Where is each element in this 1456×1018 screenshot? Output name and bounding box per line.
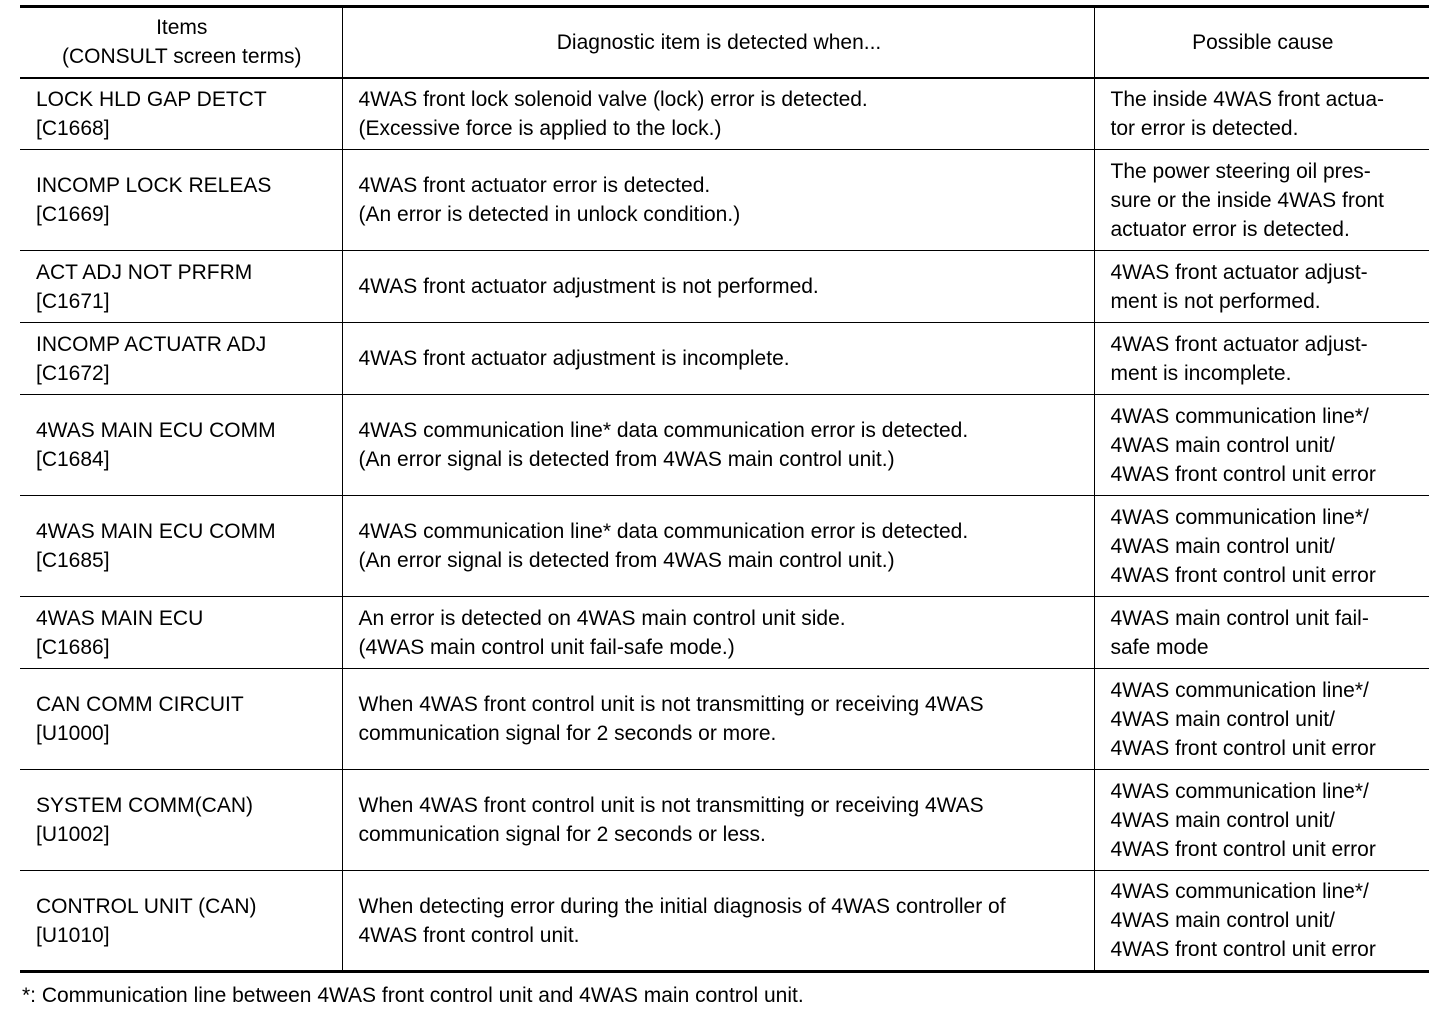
item-cell-line: CONTROL UNIT (CAN) bbox=[36, 894, 257, 918]
cause-cell bbox=[1094, 496, 1429, 597]
table-row bbox=[20, 78, 1429, 150]
table-row bbox=[20, 871, 1429, 972]
detected-cell bbox=[342, 770, 1094, 871]
cause-cell-line: 4WAS front actuator adjust- bbox=[1110, 260, 1368, 284]
table-row bbox=[20, 323, 1429, 395]
table-row bbox=[20, 395, 1429, 496]
cause-cell-line: 4WAS main control unit/ bbox=[1110, 534, 1335, 558]
header-items-line: Items bbox=[156, 16, 208, 40]
table-row bbox=[20, 669, 1429, 770]
detected-cell bbox=[342, 78, 1094, 150]
detected-cell-line: When 4WAS front control unit is not transmitting or receiving 4WAS bbox=[358, 693, 984, 716]
table-row bbox=[20, 770, 1429, 871]
detected-cell bbox=[342, 669, 1094, 770]
detected-cell bbox=[342, 597, 1094, 669]
detected-cell bbox=[342, 871, 1094, 972]
cause-cell bbox=[1094, 395, 1429, 496]
item-cell-line: [C1685] bbox=[36, 549, 110, 572]
table-row bbox=[20, 496, 1429, 597]
cause-cell-line: 4WAS front control unit error bbox=[1110, 462, 1376, 486]
cause-cell-line: safe mode bbox=[1110, 635, 1209, 659]
detected-cell-line: 4WAS communication line* data communication error is detected. bbox=[358, 520, 969, 543]
item-cell-line: [U1010] bbox=[36, 923, 110, 947]
cause-cell bbox=[1094, 150, 1429, 251]
item-cell-line: [C1669] bbox=[36, 203, 110, 226]
cause-cell-line: 4WAS communication line*/ bbox=[1110, 505, 1369, 529]
cause-cell-line: 4WAS communication line*/ bbox=[1110, 779, 1369, 803]
item-cell bbox=[20, 770, 342, 871]
cause-cell bbox=[1094, 871, 1429, 972]
item-cell-line: [C1671] bbox=[36, 289, 110, 313]
header-cause: Possible cause bbox=[1094, 7, 1429, 78]
cause-cell-line: 4WAS main control unit/ bbox=[1110, 808, 1335, 832]
item-cell bbox=[20, 395, 342, 496]
detected-cell-line: When detecting error during the initial diagnosis of 4WAS controller of bbox=[358, 894, 1006, 918]
detected-cell-line: When 4WAS front control unit is not transmitting or receiving 4WAS bbox=[358, 794, 984, 817]
cause-cell-line: 4WAS main control unit fail- bbox=[1110, 606, 1369, 630]
item-cell bbox=[20, 251, 342, 323]
item-cell-line: [U1002] bbox=[36, 823, 110, 846]
item-cell-line: [C1684] bbox=[36, 448, 110, 471]
cause-cell-line: 4WAS front control unit error bbox=[1110, 736, 1376, 760]
detected-cell-line: (An error signal is detected from 4WAS main control unit.) bbox=[358, 549, 895, 572]
table-row bbox=[20, 251, 1429, 323]
cause-cell-line: tor error is detected. bbox=[1110, 116, 1299, 140]
cause-cell-line: 4WAS front control unit error bbox=[1110, 837, 1376, 861]
item-cell-line: 4WAS MAIN ECU bbox=[36, 606, 204, 630]
cause-cell bbox=[1094, 323, 1429, 395]
item-cell-line: ACT ADJ NOT PRFRM bbox=[36, 260, 253, 284]
detected-cell bbox=[342, 323, 1094, 395]
cause-cell bbox=[1094, 770, 1429, 871]
item-cell-line: INCOMP ACTUATR ADJ bbox=[36, 332, 267, 356]
detected-cell-line: (An error signal is detected from 4WAS main control unit.) bbox=[358, 448, 895, 471]
detected-cell bbox=[342, 251, 1094, 323]
cause-cell-line: The inside 4WAS front actua- bbox=[1110, 87, 1385, 111]
detected-cell-line: (4WAS main control unit fail-safe mode.) bbox=[358, 635, 735, 659]
diagnostic-table bbox=[20, 5, 1429, 973]
footnote: *: Communication line between 4WAS front control unit and 4WAS main control unit. bbox=[22, 984, 804, 1007]
item-cell-line: LOCK HLD GAP DETCT bbox=[36, 87, 267, 111]
detected-cell-line: communication signal for 2 seconds or more. bbox=[358, 722, 777, 745]
item-cell bbox=[20, 496, 342, 597]
cause-cell-line: ment is not performed. bbox=[1110, 289, 1321, 313]
cause-cell-line: 4WAS communication line*/ bbox=[1110, 880, 1369, 903]
detected-cell-line: (An error is detected in unlock condition.) bbox=[358, 203, 741, 226]
cause-cell bbox=[1094, 251, 1429, 323]
cause-cell bbox=[1094, 669, 1429, 770]
item-cell bbox=[20, 597, 342, 669]
cause-cell-line: 4WAS main control unit/ bbox=[1110, 433, 1335, 457]
table-row bbox=[20, 597, 1429, 669]
detected-cell bbox=[342, 395, 1094, 496]
cause-cell bbox=[1094, 597, 1429, 669]
cause-cell-line: 4WAS communication line*/ bbox=[1110, 678, 1369, 702]
detected-cell-line: An error is detected on 4WAS main control unit side. bbox=[358, 606, 846, 630]
cause-cell-line: 4WAS front actuator adjust- bbox=[1110, 332, 1368, 356]
detected-cell-line: 4WAS front actuator error is detected. bbox=[358, 174, 711, 197]
cause-cell-line: 4WAS front control unit error bbox=[1110, 938, 1376, 961]
item-cell-line: CAN COMM CIRCUIT bbox=[36, 693, 244, 716]
detected-cell-line: communication signal for 2 seconds or less. bbox=[358, 823, 766, 846]
detected-cell-line: 4WAS front actuator adjustment is incomplete. bbox=[358, 347, 790, 370]
item-cell-line: 4WAS MAIN ECU COMM bbox=[36, 520, 276, 543]
item-cell-line: [C1686] bbox=[36, 635, 110, 659]
cause-cell bbox=[1094, 78, 1429, 150]
header-items-line: (CONSULT screen terms) bbox=[61, 45, 302, 69]
item-cell-line: INCOMP LOCK RELEAS bbox=[36, 174, 272, 197]
detected-cell-line: 4WAS front control unit. bbox=[358, 923, 580, 947]
item-cell bbox=[20, 150, 342, 251]
item-cell-line: 4WAS MAIN ECU COMM bbox=[36, 419, 276, 442]
item-cell bbox=[20, 871, 342, 972]
detected-cell-line: (Excessive force is applied to the lock.) bbox=[358, 116, 722, 140]
item-cell bbox=[20, 669, 342, 770]
item-cell-line: SYSTEM COMM(CAN) bbox=[36, 794, 253, 817]
item-cell-line: [C1668] bbox=[36, 116, 110, 140]
table-header-row bbox=[20, 7, 1429, 78]
cause-cell-line: actuator error is detected. bbox=[1110, 217, 1350, 241]
cause-cell-line: ment is incomplete. bbox=[1110, 361, 1292, 385]
item-cell bbox=[20, 78, 342, 150]
cause-cell-line: 4WAS main control unit/ bbox=[1110, 909, 1335, 932]
detected-cell-line: 4WAS communication line* data communication error is detected. bbox=[358, 419, 969, 442]
table-row bbox=[20, 150, 1429, 251]
detected-cell bbox=[342, 496, 1094, 597]
cause-cell-line: 4WAS main control unit/ bbox=[1110, 707, 1335, 731]
item-cell bbox=[20, 323, 342, 395]
table-body bbox=[20, 78, 1429, 972]
cause-cell-line: 4WAS communication line*/ bbox=[1110, 404, 1369, 428]
detected-cell-line: 4WAS front lock solenoid valve (lock) error is detected. bbox=[358, 87, 868, 111]
detected-cell bbox=[342, 150, 1094, 251]
header-items bbox=[20, 7, 342, 78]
header-detected: Diagnostic item is detected when... bbox=[342, 7, 1094, 78]
cause-cell-line: 4WAS front control unit error bbox=[1110, 563, 1376, 587]
detected-cell-line: 4WAS front actuator adjustment is not performed. bbox=[358, 275, 819, 298]
item-cell-line: [C1672] bbox=[36, 361, 110, 385]
item-cell-line: [U1000] bbox=[36, 722, 110, 745]
cause-cell-line: The power steering oil pres- bbox=[1110, 159, 1371, 183]
cause-cell-line: sure or the inside 4WAS front bbox=[1110, 188, 1385, 212]
